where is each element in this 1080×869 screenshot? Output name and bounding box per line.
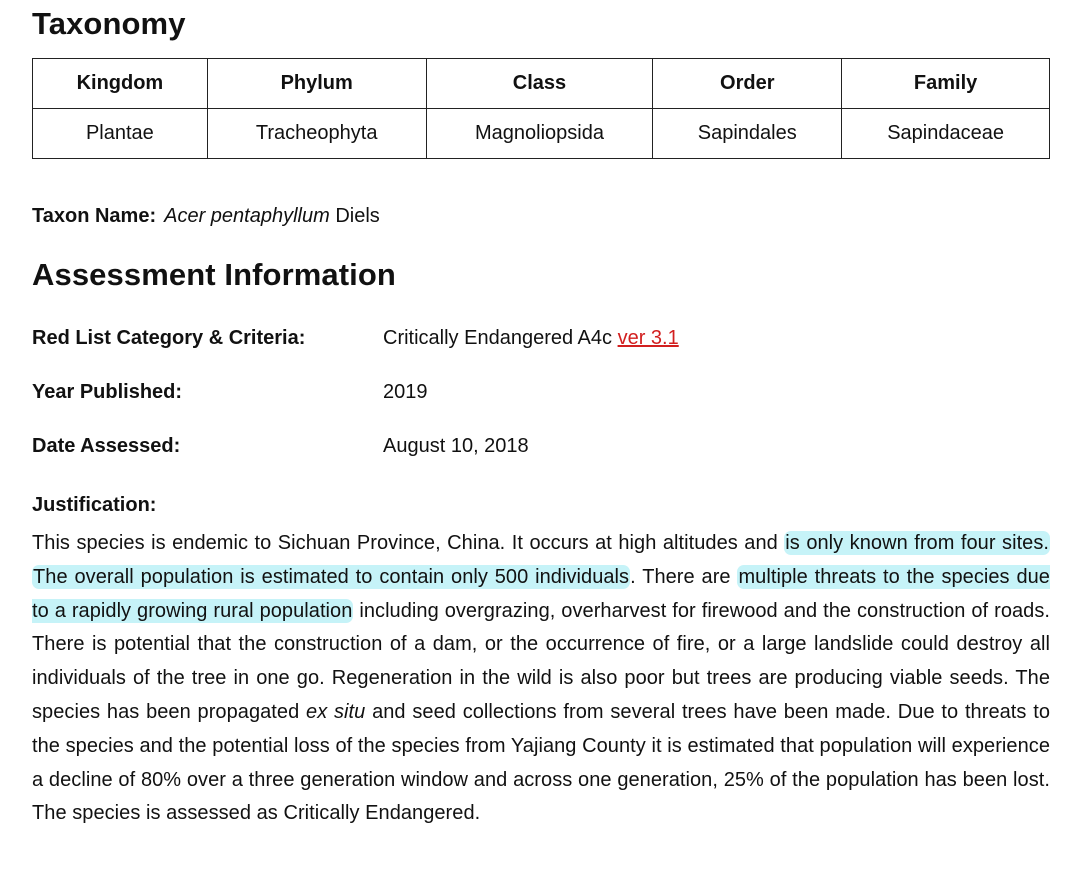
value-order: Sapindales [653, 109, 842, 159]
value-phylum: Tracheophyta [207, 109, 426, 159]
taxonomy-header-row [33, 59, 1050, 109]
taxonomy-heading: Taxonomy [32, 6, 186, 41]
taxonomy-table [32, 58, 1050, 159]
version-link[interactable]: ver 3.1 [617, 327, 679, 349]
justification-text-4: including overgrazing, overharvest for firewood and the construction of roads. There is potential that the construction of a dam, or the occurrence of fire, or a large landslide could destroy all individuals of the tree in one go. Regeneration in the wild is also poor but trees are producing viable seeds. The species has been propagated [32, 599, 1050, 723]
taxon-name-line [32, 202, 380, 230]
justification-label: Justification: [32, 494, 157, 516]
category-label: Red List Category & Criteria: [32, 327, 306, 349]
date-value: August 10, 2018 [383, 435, 529, 457]
year-label: Year Published: [32, 381, 183, 403]
highlight-known-sites: is only known from four sites. [785, 532, 1050, 554]
ex-situ-term: ex situ [306, 700, 366, 723]
value-family: Sapindaceae [842, 109, 1050, 159]
highlight-threats: multiple threats to the species due to a rapidly growing rural population [32, 565, 1050, 622]
taxonomy-value-row [33, 109, 1050, 159]
taxon-name-label: Taxon Name: [32, 205, 157, 227]
header-kingdom: Kingdom [33, 59, 208, 109]
header-order: Order [653, 59, 842, 109]
date-label: Date Assessed: [32, 435, 181, 457]
value-class: Magnoliopsida [426, 109, 653, 159]
assessment-heading: Assessment Information [32, 257, 396, 292]
taxon-authority: Diels [335, 205, 380, 227]
highlight-population: The overall population is estimated to contain only 500 individuals [33, 565, 630, 588]
taxon-scientific-name: Acer pentaphyllum [164, 205, 330, 227]
category-value-wrap [383, 324, 679, 352]
value-kingdom: Plantae [33, 109, 208, 159]
justification-text-3: . There are [630, 565, 738, 588]
header-family: Family [842, 59, 1050, 109]
header-phylum: Phylum [207, 59, 426, 109]
header-class: Class [426, 59, 653, 109]
justification-text-1: This species is endemic to Sichuan Province, China. It occurs at high altitudes and [32, 532, 785, 554]
justification-paragraph [32, 527, 1050, 831]
justification-text-5: and seed collections from several trees have been made. Due to threats to the species and the potential loss of the species from Yajiang County it is estimated that population will experience a decline of 80% over a three generation window and across one generation, 25% of the population has been lost. The species is assessed as Critically Endangered. [32, 700, 1050, 825]
category-value: Critically Endangered A4c [383, 327, 613, 349]
year-value: 2019 [383, 381, 428, 403]
